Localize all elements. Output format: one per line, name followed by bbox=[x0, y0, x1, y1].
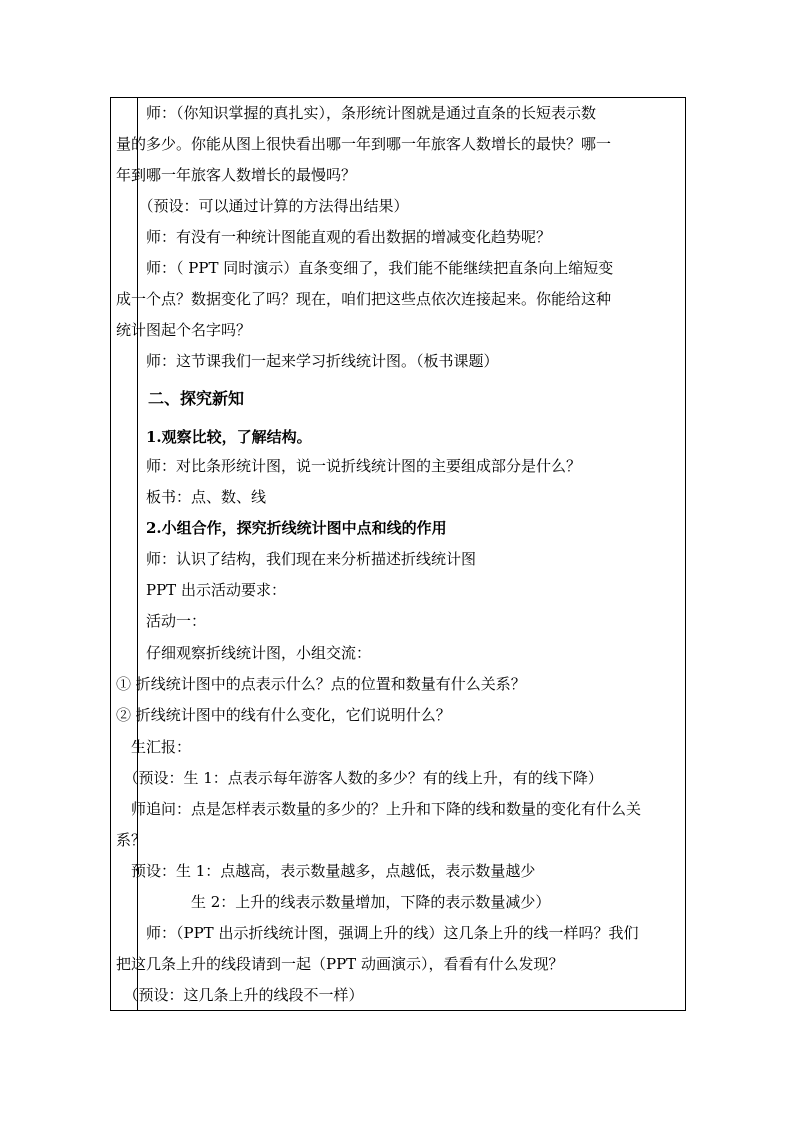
paragraph-line: 仔细观察折线统计图，小组交流： bbox=[116, 644, 372, 662]
paragraph-line: 师追问：点是怎样表示数量的多少的？上升和下降的线和数量的变化有什么关 bbox=[116, 800, 642, 818]
paragraph-line: 年到哪一年旅客人数增长的最慢吗？ bbox=[116, 166, 357, 184]
paragraph-line: 师：认识了结构，我们现在来分析描述折线统计图 bbox=[116, 550, 477, 568]
list-item: ① 折线统计图中的点表示什么？点的位置和数量有什么关系？ bbox=[116, 675, 526, 693]
paragraph-line: 师：（ PPT 同时演示）直条变细了，我们能不能继续把直条向上缩短变 bbox=[116, 259, 614, 277]
paragraph-line: 预设：生 1：点越高，表示数量越多，点越低，表示数量越少 bbox=[116, 862, 536, 880]
paragraph-line: PPT 出示活动要求： bbox=[116, 581, 286, 599]
paragraph-line: 活动一： bbox=[116, 612, 207, 630]
paragraph-line: （预设：生 1：点表示每年游客人数的多少？有的线上升，有的线下降） bbox=[116, 769, 603, 787]
subsection-heading: 1.观察比较，了解结构。 bbox=[116, 428, 312, 446]
paragraph-line: 统计图起个名字吗？ bbox=[116, 321, 252, 339]
paragraph-line: 量的多少。你能从图上很快看出哪一年到哪一年旅客人数增长的最快？哪一 bbox=[116, 135, 612, 153]
paragraph-line: 师：（PPT 出示折线统计图，强调上升的线）这几条上升的线一样吗？我们 bbox=[116, 924, 639, 942]
paragraph-line: 师：对比条形统计图，说一说折线统计图的主要组成部分是什么？ bbox=[116, 457, 582, 475]
section-heading: 二、探究新知 bbox=[116, 389, 245, 408]
paragraph-line: 师：（你知识掌握的真扎实），条形统计图就是通过直条的长短表示数 bbox=[116, 104, 597, 122]
paragraph-line: 师：这节课我们一起来学习折线统计图。（板书课题） bbox=[116, 352, 499, 370]
paragraph-line: 把这几条上升的线段请到一起（PPT 动画演示），看看有什么发现？ bbox=[116, 955, 564, 973]
paragraph-line: 成一个点？数据变化了吗？现在，咱们把这些点依次连接起来。你能给这种 bbox=[116, 290, 612, 308]
paragraph-line: （预设：这几条上升的线段不一样） bbox=[116, 986, 364, 1004]
paragraph-line: 生 2：上升的线表示数量增加，下降的表示数量减少） bbox=[116, 893, 551, 911]
paragraph-line: （预设：可以通过计算的方法得出结果） bbox=[116, 197, 409, 215]
paragraph-line: 板书：点、数、线 bbox=[116, 488, 267, 506]
list-item: ② 折线统计图中的线有什么变化，它们说明什么？ bbox=[116, 706, 451, 724]
subsection-heading: 2.小组合作，探究折线统计图中点和线的作用 bbox=[116, 519, 447, 537]
paragraph-line: 师：有没有一种统计图能直观的看出数据的增减变化趋势呢？ bbox=[116, 228, 552, 246]
paragraph-line: 生汇报： bbox=[116, 738, 192, 756]
paragraph-line: 系？ bbox=[116, 831, 147, 849]
